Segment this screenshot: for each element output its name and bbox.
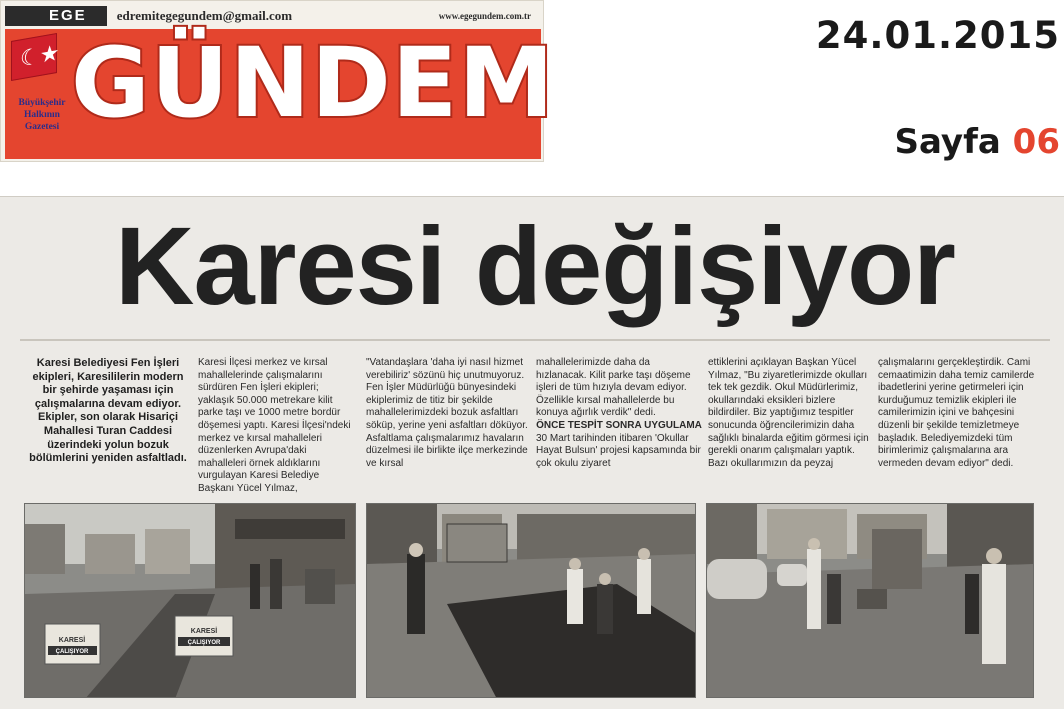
crescent-star-icon: ☾★	[20, 39, 60, 72]
article-lead: Karesi Belediyesi Fen İşleri ekipleri, Karesililerin modern bir şehirde yaşaması için çalışmalarına devam ediyor. Ekipler, son olarak Hisariçi Mahallesi Turan Caddesi üzerindeki yolun bozuk bölümlerini yeniden asfaltladı.	[29, 357, 187, 465]
page-number	[895, 122, 1060, 162]
page-label: Sayfa	[894, 122, 1001, 162]
article-body	[20, 357, 1050, 501]
street-barrier-photo	[24, 503, 356, 698]
headline-divider	[20, 339, 1050, 341]
newspaper-subtitle: Büyükşehir Halkının Gazetesi	[18, 98, 66, 132]
article-column-4-text-a: mahallelerimizde daha da hızlanacak. Kilit parke taşı döşeme işleri de tüm hızıyla devam ediyor. Özellikle kırsal mahallelerde bu konuya ağırlık verdik" dedi.	[536, 357, 691, 419]
page-number-value: 06	[1012, 122, 1060, 162]
masthead-banner	[5, 27, 555, 159]
article-column-4-text-b: 30 Mart tarihinden itibaren 'Okullar Hayat Bulsun' projesi kapsamında bir çok okulu ziyaret	[536, 432, 701, 469]
masthead-email: edremitegegundem@gmail.com	[116, 8, 293, 23]
road-crew-photo	[706, 503, 1034, 698]
newspaper-title: GÜNDEM	[71, 27, 555, 139]
article-clipping	[0, 196, 1064, 709]
barrier-sign-subtext: ÇALIŞIYOR	[55, 649, 89, 655]
turkish-flag-icon	[11, 33, 60, 81]
article-headline: Karesi değişiyor	[115, 205, 955, 328]
asphalt-workers-photo	[366, 503, 696, 698]
article-column-3: "Vatandaşlara 'daha iyi nasıl hizmet verebiliriz' sözünü hiç unutmuyoruz. Fen İşler Müdürlüğü bünyesindeki ekiplerimiz de titiz bir şekilde mahallelerimizdeki bozuk asfaltları söküp, yerine yeni asfaltları döküyor. Asfaltlama çalışmalarımız havaların düzelmesi ile birlikte ilçe merkezinde ve kırsal	[366, 357, 528, 469]
article-subheading: ÖNCE TESPİT SONRA UYGULAMA	[536, 419, 702, 431]
publication-date: 24.01.2015	[815, 14, 1060, 57]
article-column-6: çalışmalarını gerçekleştirdik. Cami cemaatimizin daha temiz camilerde ibadetlerini yerine getirmeleri için kurduğumuz temizlik ekipleri ile camilerimizin içini ve bahçesini düzenli bir şekilde temizletmeye başladık. Belediyemizdeki tüm birimlerimiz çalışmalarına ara vermeden devam ediyor" dedi.	[878, 357, 1035, 469]
article-column-5: ettiklerini açıklayan Başkan Yücel Yılmaz, "Bu ziyaretlerimizde okulları tek tek gezdik. Okul Müdürlerimiz, okullarındaki eksikleri bizlere bildirdiler. Biz yaptığımız tespitler sonucunda öğrencilerimizin daha sağlıklı binalarda eğitim görmesi için gerekli onarım çalışmaları yaptık. Bazı okullarımızın da peyzaj	[708, 357, 869, 469]
masthead-website: www.egegundem.com.tr	[438, 11, 531, 21]
masthead-label: EGE	[5, 6, 107, 26]
article-column-4	[536, 357, 702, 470]
barrier-sign-text: KARESİ	[58, 637, 86, 644]
article-column-2: Karesi İlçesi merkez ve kırsal mahallelerinde çalışmalarını sürdüren Fen İşleri ekipleri; yaklaşık 50.000 metrekare kilit parke taşı ve 1000 metre bordür döşemesi yaptı. Karesi İlçesi'ndeki merkez ve kırsal mahalleleri düzenlerken Avrupa'daki mahalleleri örnek aldıklarını vurgulayan Karesi Belediye Başkanı Yücel Yılmaz,	[198, 357, 351, 494]
masthead	[0, 0, 555, 162]
article-photos	[24, 503, 1034, 700]
svg-text:KARESİ: KARESİ	[190, 628, 218, 635]
svg-text:ÇALIŞIYOR: ÇALIŞIYOR	[187, 640, 221, 646]
